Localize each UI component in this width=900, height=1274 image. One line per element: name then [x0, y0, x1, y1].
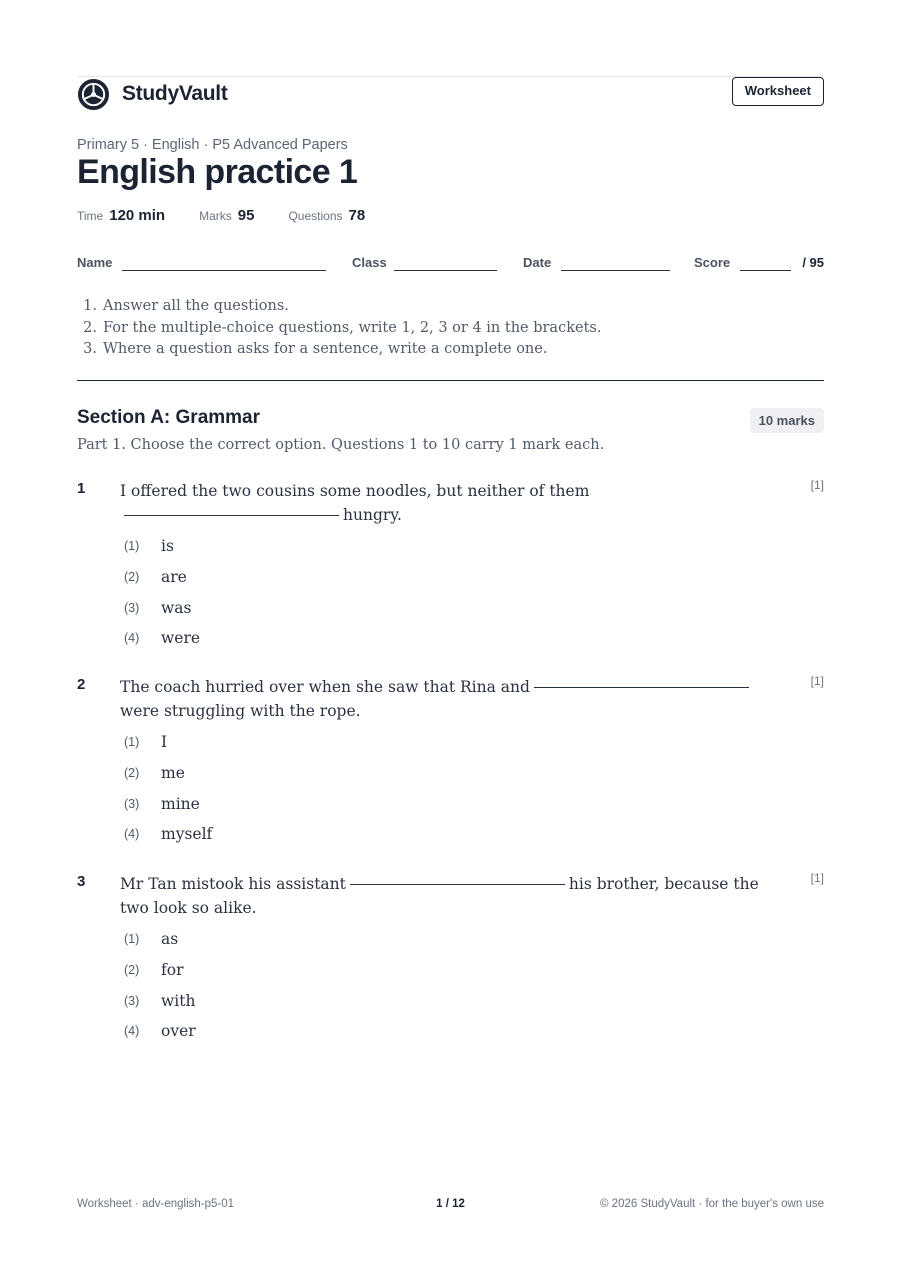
- question-number: 2: [77, 676, 86, 693]
- time-value: 120 min: [109, 207, 166, 224]
- options-list: [124, 924, 196, 1047]
- answer-blank[interactable]: [124, 515, 339, 516]
- options-list: [124, 727, 212, 850]
- breadcrumb: Primary 5 · English · P5 Advanced Papers: [77, 137, 348, 153]
- student-fields: [77, 253, 824, 273]
- questions-value: 78: [348, 207, 366, 224]
- time-label: Time: [77, 209, 104, 223]
- option-item[interactable]: (2) for: [124, 961, 184, 980]
- page-title: English practice 1: [77, 153, 358, 191]
- question-text: I offered the two cousins some noodles, but neither of them hungry.: [120, 482, 590, 524]
- brand: [77, 77, 228, 111]
- options-list: [124, 531, 200, 654]
- question-mark: [1]: [810, 478, 824, 492]
- name-label: Name: [77, 255, 113, 270]
- questions-label: Questions: [288, 209, 343, 223]
- question-text: Mr Tan mistook his assistant his brother, because the two look so alike.: [120, 875, 759, 917]
- date-label: Date: [523, 255, 552, 270]
- option-item[interactable]: (1) is: [124, 537, 174, 556]
- marks-label: Marks: [199, 209, 232, 223]
- option-item[interactable]: (1) I: [124, 733, 168, 752]
- instruction-item: 1. Answer all the questions.: [83, 298, 289, 314]
- question-mark: [1]: [810, 674, 824, 688]
- footer-copyright: © 2026 StudyVault · for the buyer's own use: [600, 1198, 824, 1210]
- option-item[interactable]: (4) were: [124, 629, 201, 648]
- instruction-item: 3. Where a question asks for a sentence, write a complete one.: [83, 341, 548, 357]
- answer-blank[interactable]: [350, 884, 565, 885]
- question-number: 1: [77, 480, 86, 497]
- footer-doc-id: Worksheet · adv-english-p5-01: [77, 1198, 235, 1210]
- instructions: [77, 296, 824, 361]
- class-field[interactable]: [394, 270, 497, 271]
- option-item[interactable]: (2) are: [124, 568, 187, 587]
- question-number: 3: [77, 873, 86, 890]
- brand-name: StudyVault: [122, 82, 228, 105]
- section-intro: Part 1. Choose the correct option. Questions 1 to 10 carry 1 mark each.: [77, 437, 605, 453]
- page-number: 1 / 12: [436, 1198, 465, 1210]
- option-item[interactable]: (4) myself: [124, 825, 213, 844]
- question-mark: [1]: [810, 871, 824, 885]
- section-marks-badge: 10 marks: [750, 408, 824, 433]
- steering-wheel-icon: [77, 78, 110, 111]
- paper-meta: [77, 207, 399, 224]
- score-label: Score: [694, 255, 731, 270]
- answer-blank[interactable]: [534, 687, 749, 688]
- option-item[interactable]: (4) over: [124, 1022, 196, 1041]
- date-field[interactable]: [561, 270, 670, 271]
- marks-value: 95: [237, 207, 255, 224]
- score-total: / 95: [802, 255, 824, 270]
- name-field[interactable]: [122, 270, 326, 271]
- worksheet-page: [77, 0, 824, 1274]
- section-title: Section A: Grammar: [77, 407, 261, 428]
- option-item[interactable]: (3) was: [124, 598, 192, 617]
- score-field[interactable]: [740, 270, 791, 271]
- section-divider: [77, 380, 824, 381]
- option-item[interactable]: (2) me: [124, 764, 185, 783]
- option-item[interactable]: (1) as: [124, 930, 179, 949]
- instruction-item: 2. For the multiple-choice questions, write 1, 2, 3 or 4 in the brackets.: [83, 319, 602, 336]
- option-item[interactable]: (3) mine: [124, 794, 200, 813]
- question-text: The coach hurried over when she saw that Rina and were struggling with the rope.: [120, 675, 760, 723]
- option-item[interactable]: (3) with: [124, 991, 196, 1010]
- class-label: Class: [352, 255, 387, 270]
- worksheet-badge: Worksheet: [732, 77, 824, 106]
